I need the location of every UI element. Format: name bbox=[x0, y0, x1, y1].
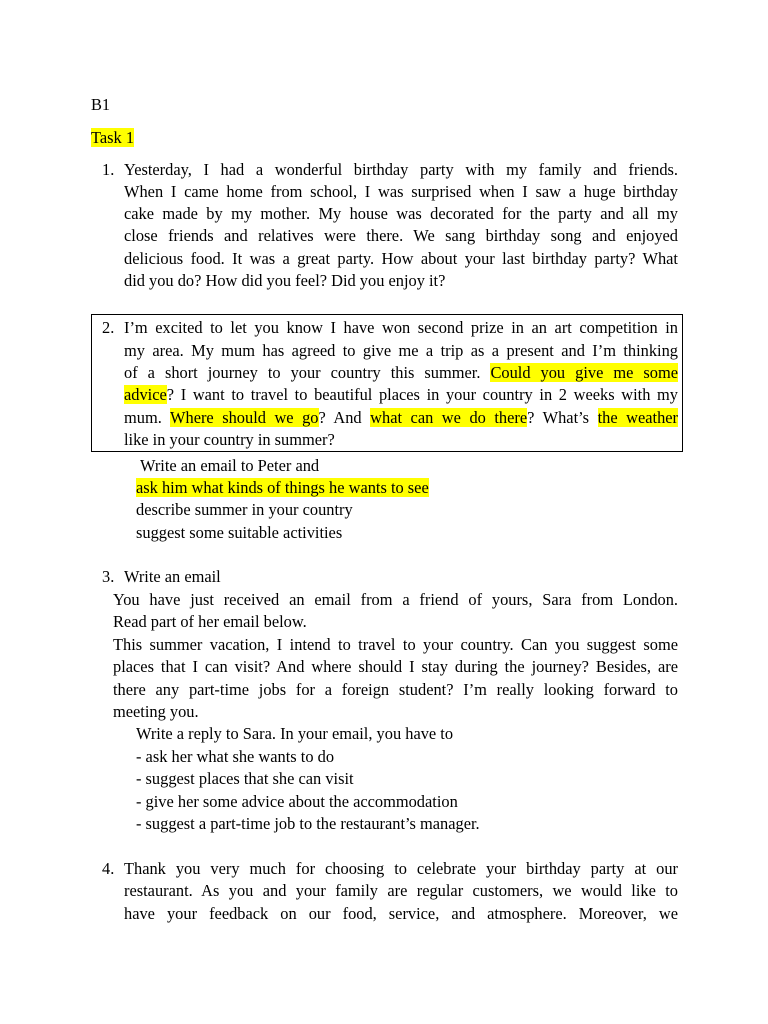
item-2-text: of a short journey to your country this summer. bbox=[124, 363, 491, 382]
item-3-line: there any part-time jobs for a foreign student? I’m really looking forward to bbox=[113, 680, 678, 699]
item-2-line bbox=[124, 407, 678, 429]
item-1-line: did you do? How did you feel? Did you enjoy it? bbox=[124, 271, 446, 290]
section-heading: B1 bbox=[91, 95, 111, 114]
item-2-line: my area. My mum has agreed to give me a trip as a present and I’m thinking bbox=[124, 341, 678, 360]
item-2-line: I’m excited to let you know I have won second prize in an art competition in bbox=[124, 318, 678, 337]
item-2-instruction: suggest some suitable activities bbox=[136, 523, 343, 542]
item-4-line: have your feedback on our food, service, and atmosphere. Moreover, we bbox=[124, 904, 678, 923]
item-2-text: ? What’s bbox=[527, 408, 598, 427]
task-label bbox=[91, 127, 134, 149]
item-2-line bbox=[124, 384, 678, 406]
item-1-number: 1. bbox=[102, 160, 115, 179]
item-2-text: ? And bbox=[318, 408, 371, 427]
item-4-line: Thank you very much for choosing to celebrate your birthday party at our bbox=[124, 859, 678, 878]
item-3-instruction: - suggest places that she can visit bbox=[136, 769, 354, 788]
item-1-line: Yesterday, I had a wonderful birthday party with my family and friends. bbox=[124, 160, 678, 179]
item-3-line: This summer vacation, I intend to travel to your country. Can you suggest some bbox=[113, 635, 678, 654]
task-label-highlight: Task 1 bbox=[91, 128, 135, 147]
item-4-line: restaurant. As you and your family are regular customers, we would like to bbox=[124, 881, 678, 900]
item-3-instruction: - suggest a part-time job to the restaurant’s manager. bbox=[136, 814, 480, 833]
item-2-instruction-highlight: ask him what kinds of things he wants to see bbox=[136, 478, 429, 497]
item-1-line: close friends and relatives were there. We sang birthday song and enjoyed bbox=[124, 226, 678, 245]
item-1-line: delicious food. It was a great party. How about your last birthday party? What bbox=[124, 249, 678, 268]
item-2-instruction bbox=[136, 477, 429, 499]
item-1-line: When I came home from school, I was surprised when I saw a huge birthday bbox=[124, 182, 678, 201]
item-1-line: cake made by my mother. My house was decorated for the party and all my bbox=[124, 204, 678, 223]
item-3-line: meeting you. bbox=[113, 702, 199, 721]
item-2-instruction: Write an email to Peter and bbox=[140, 456, 320, 475]
item-2-number: 2. bbox=[102, 318, 115, 337]
item-3-instruction: - ask her what she wants to do bbox=[136, 747, 335, 766]
item-3-number: 3. bbox=[102, 567, 115, 586]
item-2-text: mum. bbox=[124, 408, 171, 427]
item-3-title: Write an email bbox=[124, 567, 221, 586]
item-2-instruction: describe summer in your country bbox=[136, 500, 353, 519]
item-2-highlight: what can we do there bbox=[370, 408, 528, 427]
item-2-line: like in your country in summer? bbox=[124, 430, 335, 449]
item-3-line: places that I can visit? And where should I stay during the journey? Besides, are bbox=[113, 657, 678, 676]
item-3-instruction: Write a reply to Sara. In your email, you have to bbox=[136, 724, 454, 743]
item-2-highlight: advice bbox=[124, 385, 167, 404]
item-2-highlight: Where should we go bbox=[170, 408, 319, 427]
item-4-number: 4. bbox=[102, 859, 115, 878]
item-2-line bbox=[124, 362, 678, 384]
item-2-highlight: Could you give me some bbox=[490, 363, 679, 382]
item-2-text: ? I want to travel to beautiful places in your country in 2 weeks with my bbox=[166, 385, 678, 404]
item-3-line: You have just received an email from a friend of yours, Sara from London. bbox=[113, 590, 678, 609]
item-3-instruction: - give her some advice about the accommodation bbox=[136, 792, 458, 811]
item-3-line: Read part of her email below. bbox=[113, 612, 307, 631]
item-2-highlight: the weather bbox=[597, 408, 679, 427]
